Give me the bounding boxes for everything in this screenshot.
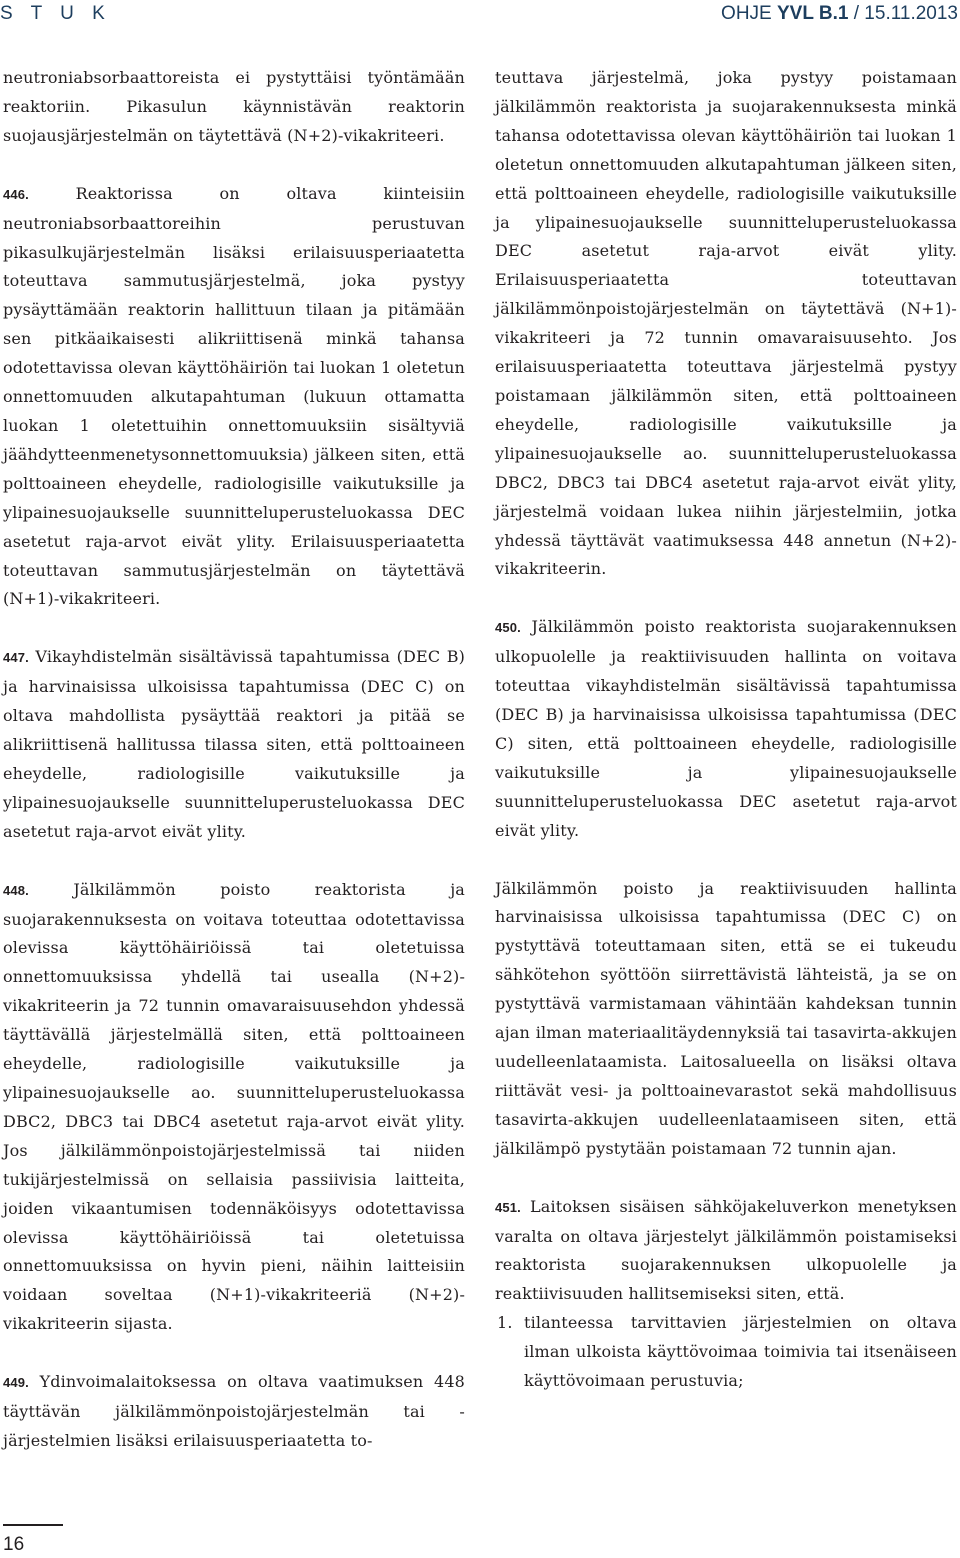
requirement-text: Ydinvoimalaitoksessa on oltava vaatimuksen 448 täyttävän jälkilämmönpoistojärjestelmän tai -järjestelmien lisäksi erilaisuusperiaatetta to- — [3, 1372, 465, 1450]
requirement-number: 449. — [3, 1375, 29, 1391]
requirement-number: 451. — [495, 1199, 521, 1215]
requirement-448 — [3, 876, 465, 1340]
requirement-text: Reaktorissa on oltava kiinteisiin neutroniabsorbaattoreihin perustuvan pikasulkujärjestelmän lisäksi erilaisuusperiaatetta toteuttava sammutusjärjestelmä, joka pystyy pysäyttämään reaktorin hallittuun tilaan ja pitämään sen pitkäaikaisesti alikriittisenä minkä tahansa odotettavissa olevan käyttöhäiriön tai luokan 1 oletetun onnettomuuden alkutapahtuman (lukuun ottamatta luokan 1 oletettuihin onnettomuuksiin sisältyviä jäähdytteenmenetysonnettomuuksia) jälkeen siten, että polttoaineen eheydelle, radiologisille vaikutuksille ja ylipainesuojaukselle suunnitteluperusteluokassa DEC asetetut raja-arvot eivät ylity. Erilaisuusperiaatetta toteuttavan sammutusjärjestelmän on täytettävä (N+1)-vikakriteeri. — [3, 183, 465, 609]
requirement-text: Vikayhdistelmän sisältävissä tapahtumissa (DEC B) ja harvinaisissa ulkoisissa tapahtumissa (DEC C) on oltava mahdollista pysäyttää reaktori ja pitää se alikriittisenä hallitussa tilassa siten, että polttoaineen eheydelle, radiologisille vaikutuksille ja ylipainesuojaukselle suunnitteluperusteluokassa DEC asetetut raja-arvot eivät ylity. — [3, 647, 465, 841]
requirement-number: 450. — [495, 620, 521, 636]
requirement-number: 446. — [3, 186, 29, 202]
requirement-451 — [495, 1193, 957, 1310]
paragraph-continuation: neutroniabsorbaattoreista ei pystyttäisi työntämään reaktoriin. Pikasulun käynnistävän reaktorin suojausjärjestelmän on täytettävä (N+2)-vikakriteeri. — [3, 68, 465, 145]
left-column — [3, 64, 465, 1485]
publisher-name: S T U K — [0, 3, 112, 24]
list-item — [495, 1309, 957, 1396]
requirement-446 — [3, 180, 465, 615]
guide-code: YVL B.1 — [777, 3, 849, 24]
requirement-number: 447. — [3, 650, 29, 666]
requirement-text: Laitoksen sisäisen sähköjakeluverkon menetyksen varalta on oltava järjestelyt jälkilämmön poistamiseksi reaktorista suojarakennuksen ulkopuolelle ja reaktiivisuuden hallitsemiseksi siten, että. — [495, 1196, 957, 1304]
list-item-text: tilanteessa tarvittavien järjestelmien on oltava ilman ulkoista käyttövoimaa toimivia tai itsenäiseen käyttövoimaan perustuvia; — [524, 1313, 957, 1391]
right-column — [495, 64, 957, 1396]
paragraph-continuation: teuttava järjestelmä, joka pystyy poistamaan jälkilämmön reaktorista ja suojarakennuksesta minkä tahansa odotettavissa olevan käyttöhäiriön tai luokan 1 oletetun onnettomuuden alkutapahtuman jälkeen siten, että polttoaineen eheydelle, radiologisille vaikutuksille ja ylipainesuojaukselle suunnitteluperusteluokassa DEC asetetut raja-arvot eivät ylity. Erilaisuusperiaatetta toteuttavan jälkilämmönpoistojärjestelmän on täytettävä (N+1)-vikakriteeri ja 72 tunnin omavaraisuusehto. Jos erilaisuusperiaatetta toteuttava järjestelmä pystyy poistamaan jälkilämmön siten, että polttoaineen eheydelle, radiologisille vaikutuksille ja ylipainesuojaukselle ao. suunnitteluperusteluokassa DBC2, DBC3 tai DBC4 asetetut raja-arvot eivät ylity, järjestelmä voidaan lukea niihin järjestelmiin, jotka yhdessä täyttävät vaatimuksessa 448 annetun (N+2)-vikakriteerin. — [495, 68, 957, 579]
requirement-text: Jälkilämmön poisto reaktorista suojarakennuksen ulkopuolelle ja reaktiivisuuden hallinta on voitava toteuttaa vikayhdistelmän sisältävissä tapahtumissa (DEC B) ja harvinaisissa ulkoisissa tapahtumissa (DEC C) siten, että polttoaineen eheydelle, radiologisille vaikutuksille ja ylipainesuojaukselle suunnitteluperusteluokassa DEC asetetut raja-arvot eivät ylity. — [495, 617, 957, 840]
requirement-450 — [495, 613, 957, 845]
requirement-449 — [3, 1368, 465, 1456]
guide-date: / 15.11.2013 — [848, 3, 958, 24]
requirement-text: Jälkilämmön poisto reaktorista ja suojarakennuksesta on voitava toteuttaa odotettavissa olevissa käyttöhäiriöissä tai oletetuissa onnettomuuksissa yhdellä tai usealla (N+2)-vikakriteerin ja 72 tunnin omavaraisuusehdon yhdessä täyttävällä järjestelmällä siten, että polttoaineen eheydelle, radiologisille vaikutuksille ja ylipainesuojaukselle ao. suunnitteluperusteluokassa DBC2, DBC3 tai DBC4 asetetut raja-arvot eivät ylity. Jos jälkilämmönpoistojärjestelmissä tai niiden tukijärjestelmissä on sellaisia passiivisia laitteita, joiden vikaantumisen todennäköisyys odotettavissa olevissa käyttöhäiriöissä tai oletetuissa onnettomuuksissa on hyvin pieni, näihin laitteisiin voidaan soveltaa (N+1)-vikakriteeriä (N+2)-vikakriteerin sijasta. — [3, 879, 465, 1334]
page-number: 16 — [3, 1534, 25, 1555]
paragraph: Jälkilämmön poisto ja reaktiivisuuden hallinta harvinaisissa ulkoisissa tapahtumissa (DEC C) on pystyttävä toteuttamaan siten, että se ei tukeudu sähkötehon syöttöön siirrettävistä lähteistä, ja se on pystyttävä varmistamaan vähintään kahdeksan tunnin ajan ilman materiaalitäydennyksiä tai tasavirta-akkujen uudelleenlataamista. Laitosalueella on lisäksi oltava riittävät vesi- ja polttoainevarastot sekä mahdollisuus tasavirta-akkujen uudelleenlataamiseen siten, että jälkilämpö pystytään poistamaan 72 tunnin ajan. — [495, 878, 957, 1158]
requirement-447 — [3, 643, 465, 846]
guide-reference — [721, 3, 958, 25]
guide-prefix: OHJE — [721, 3, 777, 24]
footer-rule — [3, 1524, 63, 1526]
requirement-number: 448. — [3, 882, 29, 898]
numbered-list — [495, 1309, 957, 1396]
list-item-number: 1. — [497, 1313, 513, 1333]
